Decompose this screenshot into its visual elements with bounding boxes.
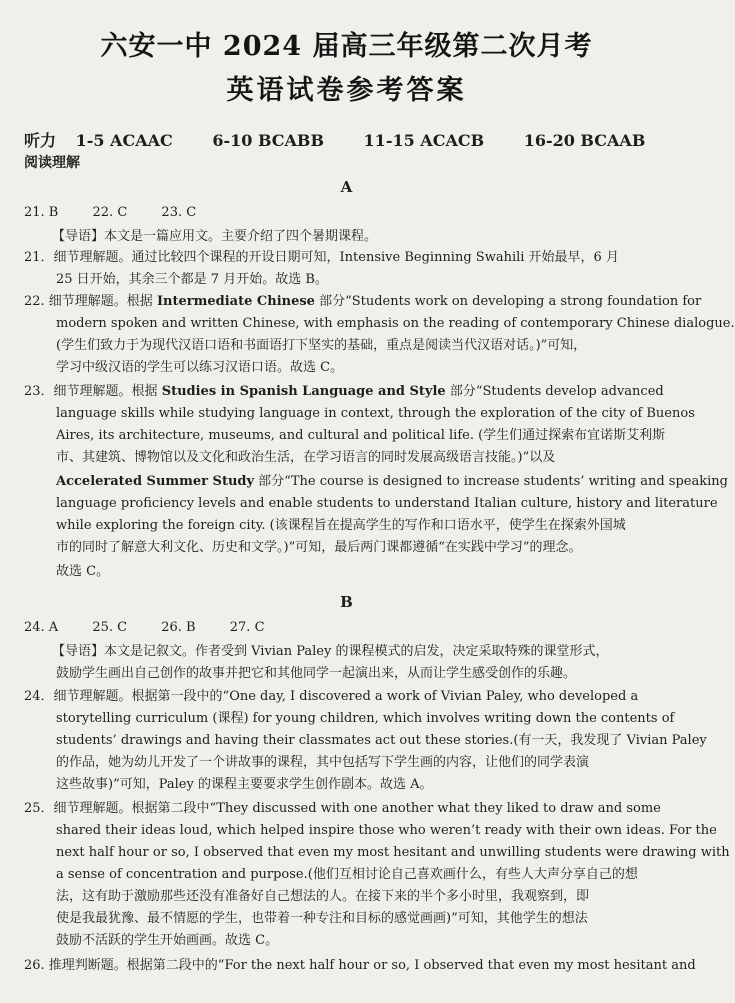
explanation-line [24, 382, 672, 402]
listening-group: 6-10 BCABB [212, 131, 324, 150]
explanation-line: 故选 C。 [56, 564, 110, 579]
explanation-line: 法，这有助于激励那些还没有准备好自己想法的人。在接下来的半个多小时里，我观察到，即 [56, 889, 590, 904]
explanation-line: 市、其建筑、博物馆以及文化和政治生活，在学习语言的同时发展高级语言技能。)”以及 [56, 450, 556, 465]
line-text: 部分“The course is designed to increase students’ writing and speaking [254, 474, 728, 489]
explanation-line: 鼓励学生画出自己创作的故事并把它和其他同学一起演出来，从而让学生感受创作的乐趣。 [56, 666, 577, 681]
section-b-heading: B [340, 593, 353, 611]
explanation-line: 24．细节理解题。根据第一段中的“One day, I discovered a work of Vivian Paley, who developed a [24, 689, 639, 704]
explanation-line: next half hour or so, I observed that even my most hesitant and unwilling students were drawing with [56, 845, 730, 860]
explanation-line: shared their ideas loud, which helped inspire those who weren’t ready with their own ideas. For the [56, 823, 717, 838]
explanation-line: 25．细节理解题。根据第二段中“They discussed with one another what they liked to draw and some [24, 801, 661, 816]
answer-item: 23. C [161, 205, 197, 220]
answer-item: 26. B [161, 620, 196, 635]
listening-group: 1-5 ACAAC [75, 131, 173, 150]
reading-section-label: 阅读理解 [24, 155, 80, 171]
explanation-line: a sense of concentration and purpose.(他们互相讨论自己喜欢画什么，有些人大声分享自己的想 [56, 867, 638, 882]
listening-group: 16-20 BCAAB [523, 131, 646, 150]
course-name: Intermediate Chinese [156, 294, 315, 309]
line-text: 22. 细节理解题。根据 [24, 294, 157, 309]
listening-label: 听力 [24, 131, 57, 150]
answer-item: 27. C [229, 620, 265, 635]
explanation-line: students’ drawings and having their classmates act out these stories.(有一天，我发现了 Vivian Paley [56, 733, 707, 748]
explanation-line: 21．细节理解题。通过比较四个课程的开设日期可知，Intensive Beginning Swahili 开始最早，6 月 [24, 250, 619, 265]
course-name: Studies in Spanish Language and Style [161, 384, 446, 399]
section-a-answers [24, 203, 672, 223]
section-b-answers [24, 618, 672, 638]
line-text: 23．细节理解题。根据 [24, 384, 162, 399]
line-text: 部分“Students develop advanced [445, 384, 664, 399]
explanation-line: 鼓励不活跃的学生开始画画。故选 C。 [56, 933, 279, 948]
answer-item: 25. C [92, 620, 128, 635]
explanation-line: 25 日开始，其余三个都是 7 月开始。故选 B。 [56, 272, 328, 287]
explanation-line: storytelling curriculum (课程) for young children, which involves writing down the contents of [56, 711, 675, 726]
page-title: 六安一中 2024 届高三年级第二次月考 [100, 31, 593, 62]
explanation-line: 【导语】本文是一篇应用文。主要介绍了四个暑期课程。 [52, 229, 378, 244]
explanation-line: 的作品，她为幼儿开发了一个讲故事的课程，其中包括写下学生画的内容，让他们的同学表演 [56, 755, 590, 770]
listening-answers [24, 128, 674, 151]
answer-item: 22. C [92, 205, 128, 220]
explanation-line: language proficiency levels and enable students to understand Italian culture, history and literature [56, 496, 718, 511]
listening-group: 11-15 ACACB [363, 131, 485, 150]
course-name: Accelerated Summer Study [56, 474, 255, 489]
section-a-heading: A [340, 178, 353, 196]
explanation-line: 使是我最犹豫、最不情愿的学生，也带着一种专注和目标的感觉画画)”可知，其他学生的想法 [56, 911, 588, 926]
explanation-line: (学生们致力于为现代汉语口语和书面语打下坚实的基础，重点是阅读当代汉语对话。)”可知， [56, 338, 587, 353]
line-text: 部分“Students work on developing a strong foundation for [314, 294, 702, 309]
explanation-line [24, 292, 702, 312]
explanation-line: 市的同时了解意大利文化、历史和文学。)”可知，最后两门课都遵循“在实践中学习”的理念。 [56, 540, 582, 555]
answer-item: 21. B [24, 205, 59, 220]
answer-item: 24. A [24, 620, 59, 635]
explanation-line: language skills while studying language in context, through the exploration of the city of Buenos [56, 406, 695, 421]
explanation-line: 学习中级汉语的学生可以练习汉语口语。故选 C。 [56, 360, 344, 375]
page-subtitle: 英语试卷参考答案 [226, 75, 467, 106]
explanation-line: 【导语】本文是记叙文。作者受到 Vivian Paley 的课程模式的启发，决定采取特殊的课堂形式， [52, 644, 609, 659]
explanation-line [56, 472, 728, 492]
explanation-line: Aires, its architecture, museums, and cultural and political life. (学生们通过探索布宜诺斯艾利斯 [56, 428, 666, 443]
explanation-line: 这些故事)”可知，Paley 的课程主要要求学生创作剧本。故选 A。 [56, 777, 433, 792]
explanation-line: modern spoken and written Chinese, with emphasis on the reading of contemporary Chinese dialogue. [56, 316, 735, 331]
explanation-line: 26. 推理判断题。根据第二段中的“For the next half hour or so, I observed that even my most hesitant and [24, 958, 696, 973]
explanation-line: while exploring the foreign city. (该课程旨在提高学生的写作和口语水平，使学生在探索外国城 [56, 518, 626, 533]
